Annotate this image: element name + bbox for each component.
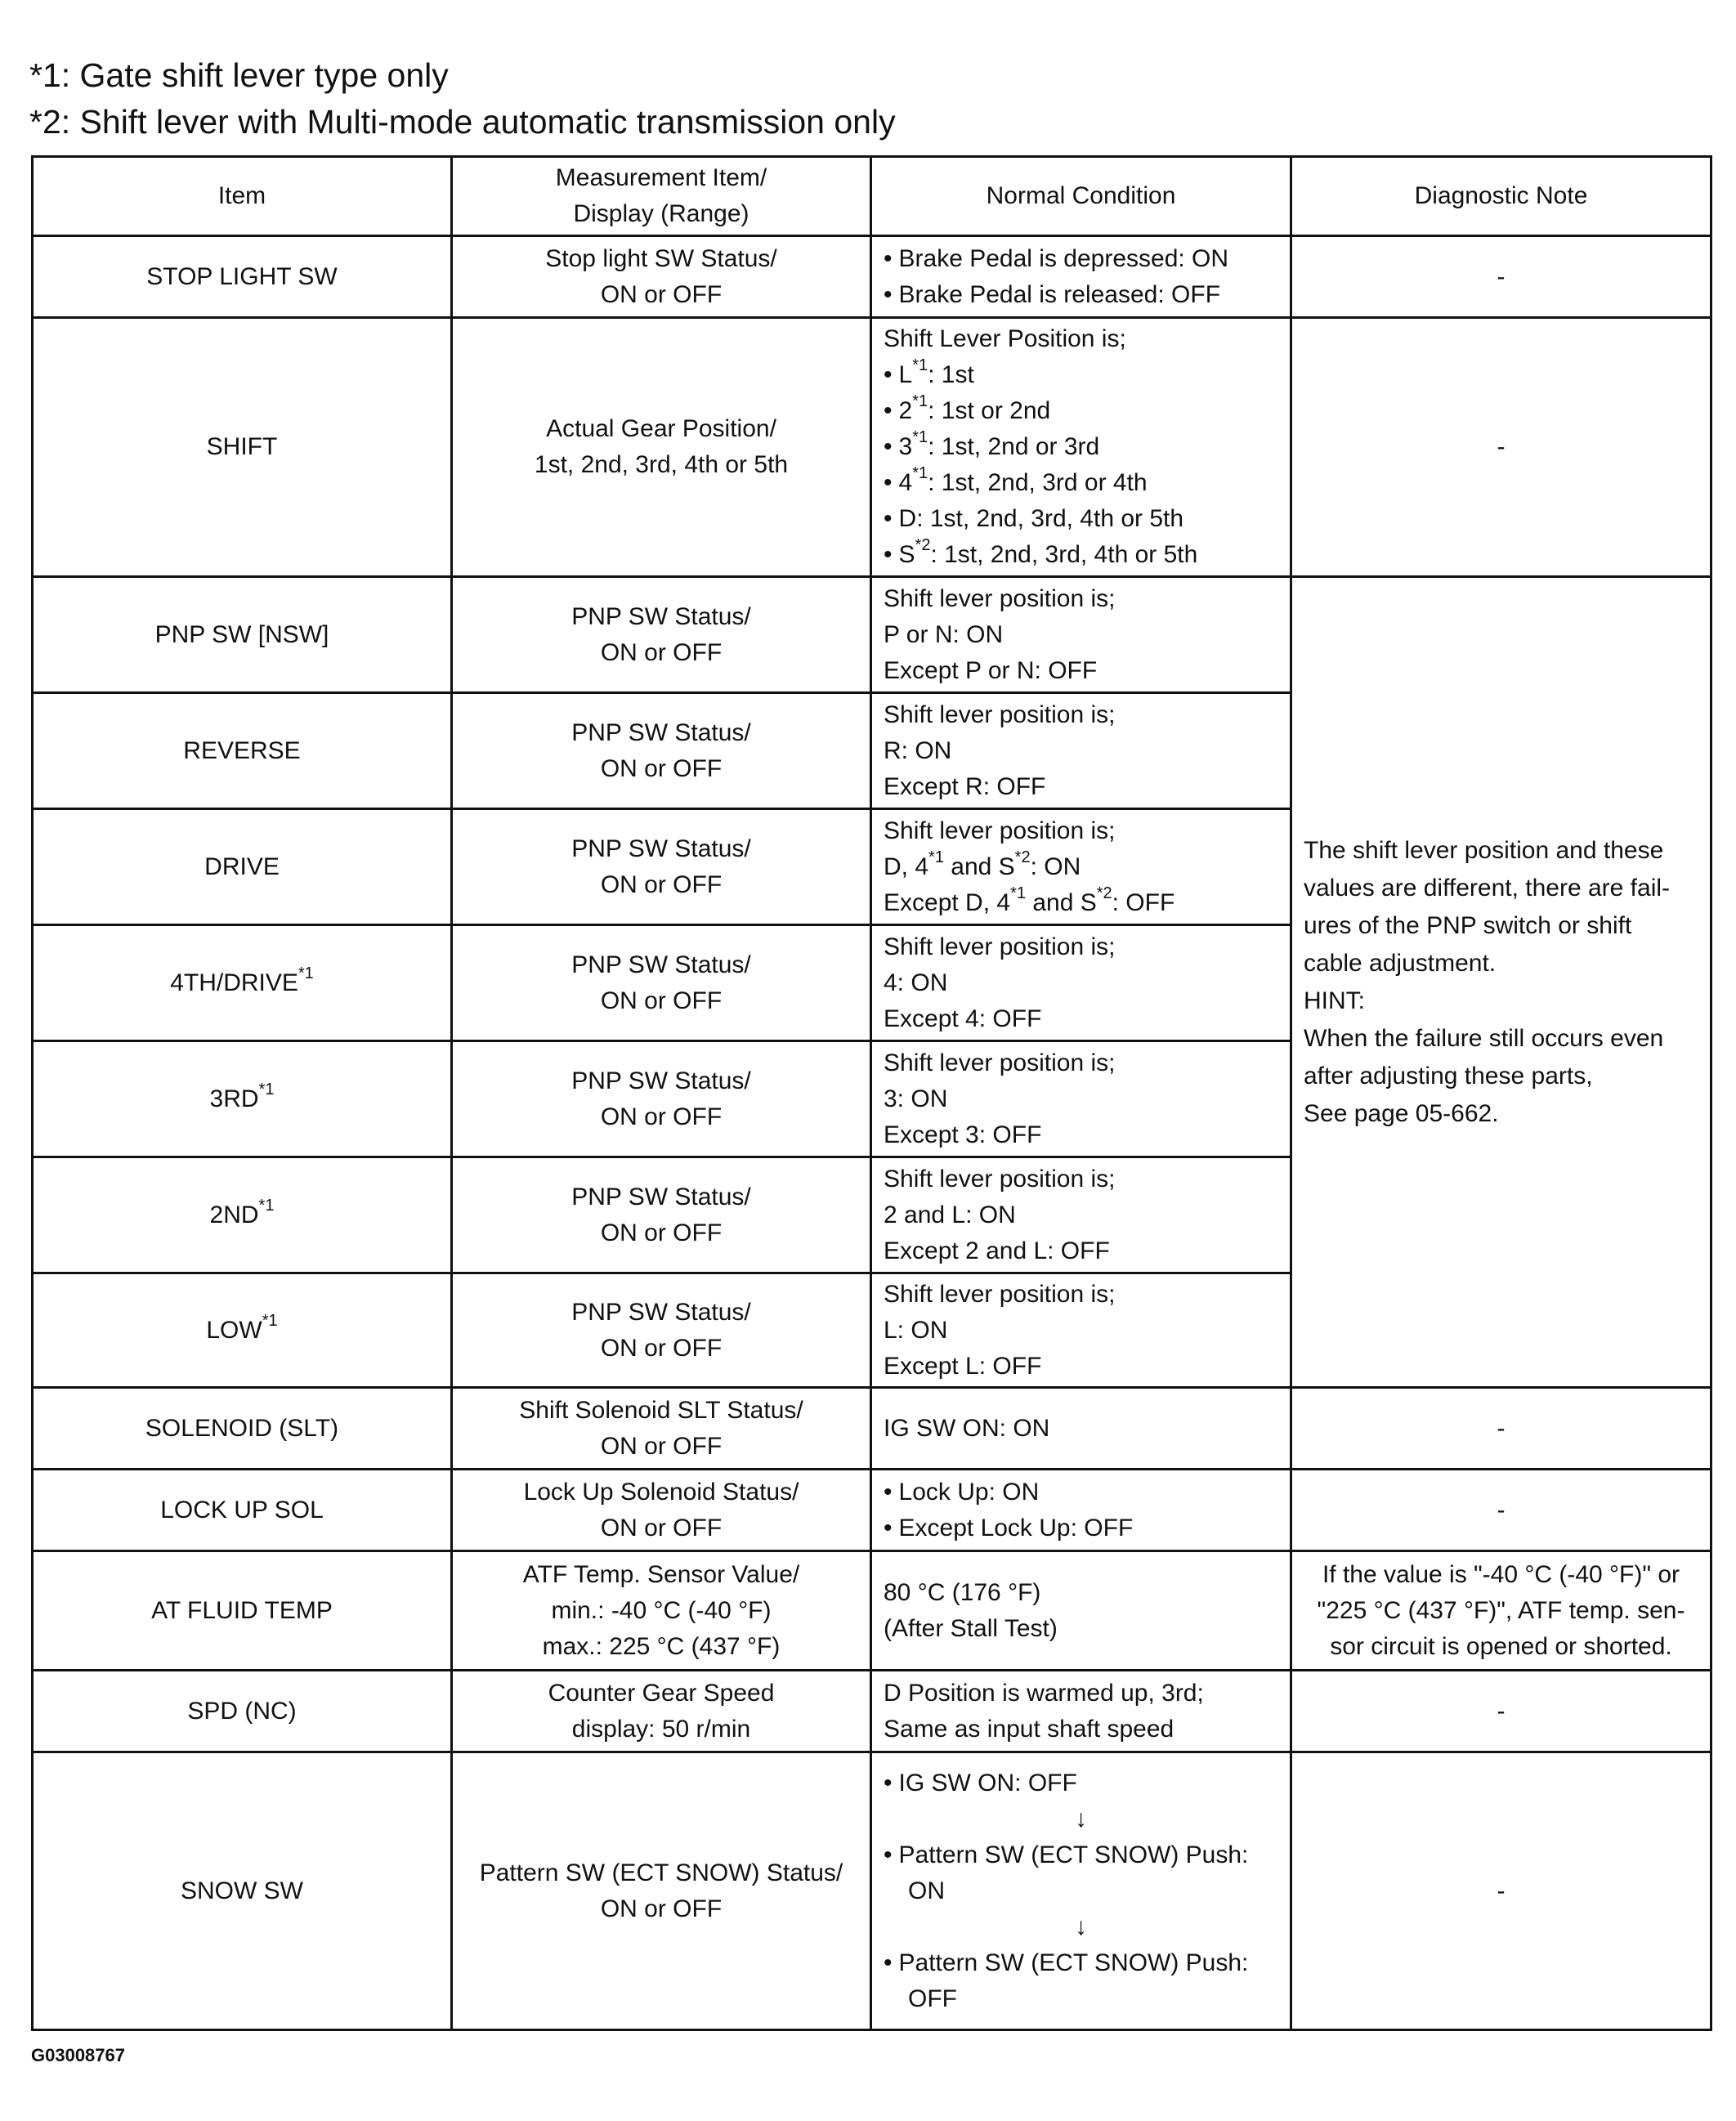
position-label: 4 bbox=[898, 469, 913, 496]
figure-code: G03008767 bbox=[31, 2045, 125, 2065]
normal-line: Shift lever position is; bbox=[884, 1165, 1116, 1193]
item-cell bbox=[33, 925, 452, 1041]
normal-cell bbox=[871, 236, 1291, 318]
measure-line: ON or OFF bbox=[600, 754, 723, 782]
normal-line: OFF bbox=[908, 1985, 957, 2012]
normal-cell bbox=[871, 1041, 1291, 1157]
measure-line: PNP SW Status/ bbox=[571, 1298, 751, 1326]
diag-line: The shift lever position and these bbox=[1304, 836, 1664, 864]
normal-line: • Lock Up: ON bbox=[884, 1474, 1278, 1510]
table-row bbox=[33, 1388, 1711, 1470]
normal-line: D Position is warmed up, 3rd; bbox=[884, 1679, 1204, 1707]
measure-cell bbox=[452, 1752, 871, 2030]
normal-line bbox=[884, 501, 1278, 537]
gear-range: : 1st, 2nd or 3rd bbox=[928, 433, 1100, 460]
measure-line: ON or OFF bbox=[600, 1895, 723, 1922]
measure-line: Stop light SW Status/ bbox=[545, 244, 777, 272]
normal-cell bbox=[871, 1551, 1291, 1671]
footnote-ref: *1 bbox=[298, 964, 314, 982]
normal-cell bbox=[871, 925, 1291, 1041]
data-list-table bbox=[31, 155, 1712, 2031]
normal-line: Same as input shaft speed bbox=[884, 1715, 1174, 1743]
item-cell: SOLENOID (SLT) bbox=[33, 1388, 452, 1470]
measure-cell bbox=[452, 1157, 871, 1273]
normal-cell bbox=[871, 318, 1291, 577]
item-cell: SHIFT bbox=[33, 318, 452, 577]
normal-line bbox=[884, 429, 1278, 465]
measure-line: ON or OFF bbox=[600, 638, 723, 666]
measure-line: PNP SW Status/ bbox=[571, 602, 751, 630]
header-measurement bbox=[452, 157, 871, 236]
position-label: D bbox=[898, 505, 917, 532]
item-cell bbox=[33, 1157, 452, 1273]
position-label: 3 bbox=[898, 433, 913, 460]
measure-line: ATF Temp. Sensor Value/ bbox=[522, 1560, 800, 1588]
measure-cell bbox=[452, 1551, 871, 1671]
header-measurement-line2: Display (Range) bbox=[573, 200, 749, 227]
normal-line: L: ON bbox=[884, 1316, 948, 1344]
measure-line: Shift Solenoid SLT Status/ bbox=[519, 1396, 803, 1424]
normal-line: Except P or N: OFF bbox=[884, 656, 1098, 684]
diag-cell: - bbox=[1291, 318, 1711, 577]
diag-line: If the value is "-40 °C (-40 °F)" or bbox=[1322, 1560, 1680, 1588]
item-cell: REVERSE bbox=[33, 693, 452, 809]
measure-line: PNP SW Status/ bbox=[571, 835, 751, 862]
measure-cell bbox=[452, 318, 871, 577]
text-part: : OFF bbox=[1112, 888, 1175, 916]
measure-cell bbox=[452, 1273, 871, 1388]
normal-cell bbox=[871, 1388, 1291, 1470]
diag-cell: - bbox=[1291, 236, 1711, 318]
measure-line: 1st, 2nd, 3rd, 4th or 5th bbox=[534, 451, 789, 478]
footnote-1: *1: Gate shift lever type only bbox=[29, 56, 449, 94]
normal-line: Shift lever position is; bbox=[884, 700, 1116, 728]
header-measurement-line1: Measurement Item/ bbox=[555, 164, 767, 191]
table-header-row bbox=[33, 157, 1711, 236]
normal-line: Shift Lever Position is; bbox=[884, 325, 1126, 352]
normal-line: • Brake Pedal is depressed: ON bbox=[884, 241, 1278, 277]
item-cell: AT FLUID TEMP bbox=[33, 1551, 452, 1671]
normal-line: Shift lever position is; bbox=[884, 933, 1116, 960]
measure-cell bbox=[452, 1388, 871, 1470]
measure-line: Actual Gear Position/ bbox=[546, 415, 776, 442]
gear-range: : 1st bbox=[928, 361, 974, 388]
item-label: 3RD bbox=[209, 1085, 259, 1112]
table-row bbox=[33, 1671, 1711, 1752]
header-item: Item bbox=[33, 157, 452, 236]
footnote-ref: *2 bbox=[1014, 848, 1031, 866]
item-cell: STOP LIGHT SW bbox=[33, 236, 452, 318]
measure-line: PNP SW Status/ bbox=[571, 1183, 751, 1210]
text-part: and S bbox=[943, 852, 1015, 880]
measure-line: ON or OFF bbox=[600, 280, 723, 308]
normal-cell bbox=[871, 1470, 1291, 1551]
normal-line: • Pattern SW (ECT SNOW) Push: bbox=[884, 1945, 1278, 1981]
normal-line: IG SW ON: ON bbox=[884, 1414, 1050, 1442]
measure-line: Lock Up Solenoid Status/ bbox=[523, 1478, 799, 1506]
normal-line: • Brake Pedal is released: OFF bbox=[884, 277, 1278, 313]
normal-line: Shift lever position is; bbox=[884, 584, 1116, 612]
measure-line: ON or OFF bbox=[600, 1432, 723, 1460]
measure-line: ON or OFF bbox=[600, 1219, 723, 1246]
measure-line: ON or OFF bbox=[600, 987, 723, 1014]
footnote-ref: *2 bbox=[915, 536, 931, 554]
diag-line: HINT: bbox=[1304, 987, 1365, 1014]
normal-cell bbox=[871, 1157, 1291, 1273]
measure-line: PNP SW Status/ bbox=[571, 718, 751, 746]
normal-line bbox=[884, 357, 1278, 393]
diag-line: sor circuit is opened or shorted. bbox=[1330, 1632, 1672, 1660]
measure-line: PNP SW Status/ bbox=[571, 1067, 751, 1094]
normal-line: (After Stall Test) bbox=[884, 1614, 1058, 1642]
gear-range: : 1st or 2nd bbox=[928, 397, 1051, 424]
gear-range: : 1st, 2nd, 3rd, 4th or 5th bbox=[930, 541, 1198, 568]
measure-cell bbox=[452, 1041, 871, 1157]
normal-line: Except 4: OFF bbox=[884, 1005, 1042, 1032]
footnote-ref: *1 bbox=[912, 392, 928, 410]
normal-line: 4: ON bbox=[884, 969, 948, 996]
normal-line: Shift lever position is; bbox=[884, 1049, 1116, 1076]
normal-cell bbox=[871, 1273, 1291, 1388]
measure-line: display: 50 r/min bbox=[571, 1715, 751, 1743]
measure-cell bbox=[452, 236, 871, 318]
item-cell bbox=[33, 1041, 452, 1157]
footnote-ref: *1 bbox=[258, 1196, 275, 1215]
measure-line: ON or OFF bbox=[600, 1103, 723, 1130]
diag-line: ures of the PNP switch or shift bbox=[1304, 911, 1632, 939]
item-label: 4TH/DRIVE bbox=[170, 969, 298, 996]
diag-line: When the failure still occurs even bbox=[1304, 1024, 1664, 1052]
table-row bbox=[33, 1470, 1711, 1551]
measure-cell bbox=[452, 1470, 871, 1551]
normal-line: Except R: OFF bbox=[884, 772, 1046, 800]
down-arrow-icon: ↓ bbox=[1075, 1913, 1087, 1940]
measure-cell bbox=[452, 693, 871, 809]
down-arrow-icon: ↓ bbox=[1075, 1805, 1087, 1832]
normal-line: R: ON bbox=[884, 736, 952, 764]
normal-line: Except 2 and L: OFF bbox=[884, 1237, 1110, 1264]
normal-line: • Pattern SW (ECT SNOW) Push: bbox=[884, 1837, 1278, 1873]
table-row bbox=[33, 318, 1711, 577]
item-cell: PNP SW [NSW] bbox=[33, 577, 452, 693]
measure-line: Pattern SW (ECT SNOW) Status/ bbox=[479, 1859, 843, 1886]
normal-line: ON bbox=[908, 1877, 945, 1904]
table-row bbox=[33, 236, 1711, 318]
text-part: Except D, 4 bbox=[884, 888, 1011, 916]
footnote-2: *2: Shift lever with Multi-mode automatic transmission only bbox=[29, 103, 896, 141]
pnp-group-diag-cell bbox=[1291, 577, 1711, 1388]
footnote-ref: *1 bbox=[928, 848, 944, 866]
footnote-ref: *1 bbox=[912, 428, 928, 446]
table-row bbox=[33, 1551, 1711, 1671]
item-label: LOW bbox=[206, 1316, 262, 1344]
measure-line: ON or OFF bbox=[600, 1334, 723, 1362]
header-diagnostic: Diagnostic Note bbox=[1291, 157, 1711, 236]
normal-line bbox=[884, 537, 1278, 573]
normal-cell bbox=[871, 1671, 1291, 1752]
table-row bbox=[33, 577, 1711, 693]
diag-cell: - bbox=[1291, 1752, 1711, 2030]
footnote-ref: *1 bbox=[262, 1311, 278, 1330]
text-part: : ON bbox=[1030, 852, 1081, 880]
measure-cell bbox=[452, 809, 871, 925]
normal-line bbox=[884, 849, 1278, 885]
item-cell: SPD (NC) bbox=[33, 1671, 452, 1752]
measure-line: Counter Gear Speed bbox=[548, 1679, 775, 1707]
text-part: and S bbox=[1025, 888, 1097, 916]
normal-line: • IG SW ON: OFF bbox=[884, 1765, 1278, 1801]
position-label: 2 bbox=[898, 397, 913, 424]
diag-line: after adjusting these parts, bbox=[1304, 1062, 1593, 1090]
measure-cell bbox=[452, 1671, 871, 1752]
measure-line: max.: 225 °C (437 °F) bbox=[542, 1632, 781, 1660]
diag-line: values are different, there are fail- bbox=[1304, 874, 1671, 902]
measure-line: ON or OFF bbox=[600, 1514, 723, 1542]
footnote-ref: *1 bbox=[912, 356, 928, 374]
text-part: D, 4 bbox=[884, 852, 929, 880]
measure-line: min.: -40 °C (-40 °F) bbox=[551, 1596, 772, 1624]
header-normal: Normal Condition bbox=[871, 157, 1291, 236]
normal-line bbox=[884, 393, 1278, 429]
normal-line bbox=[884, 465, 1278, 501]
measure-cell bbox=[452, 577, 871, 693]
normal-line: P or N: ON bbox=[884, 620, 1004, 648]
item-cell: SNOW SW bbox=[33, 1752, 452, 2030]
position-label: L bbox=[898, 361, 913, 388]
table-row bbox=[33, 1752, 1711, 2030]
diag-line: cable adjustment. bbox=[1304, 949, 1497, 977]
item-cell: LOCK UP SOL bbox=[33, 1470, 452, 1551]
item-cell bbox=[33, 1273, 452, 1388]
normal-cell bbox=[871, 809, 1291, 925]
footnote-ref: *1 bbox=[1010, 884, 1026, 902]
normal-line: • Except Lock Up: OFF bbox=[884, 1510, 1278, 1546]
diag-cell: - bbox=[1291, 1671, 1711, 1752]
measure-line: ON or OFF bbox=[600, 870, 723, 898]
normal-line: Except 3: OFF bbox=[884, 1121, 1042, 1148]
diag-cell bbox=[1291, 1551, 1711, 1671]
normal-line bbox=[884, 885, 1278, 921]
diag-line: See page 05-662. bbox=[1304, 1099, 1499, 1127]
normal-line: 3: ON bbox=[884, 1085, 948, 1112]
footnote-ref: *1 bbox=[912, 464, 928, 482]
measure-line: PNP SW Status/ bbox=[571, 951, 751, 978]
footnote-ref: *2 bbox=[1096, 884, 1112, 902]
normal-line: Except L: OFF bbox=[884, 1352, 1042, 1380]
normal-line: 80 °C (176 °F) bbox=[884, 1578, 1041, 1606]
normal-line: Shift lever position is; bbox=[884, 817, 1116, 844]
normal-line: Shift lever position is; bbox=[884, 1280, 1116, 1308]
item-label: 2ND bbox=[209, 1201, 259, 1228]
diag-line: "225 °C (437 °F)", ATF temp. sen- bbox=[1317, 1596, 1685, 1624]
normal-line: 2 and L: ON bbox=[884, 1201, 1016, 1228]
position-label: S bbox=[898, 541, 915, 568]
item-cell: DRIVE bbox=[33, 809, 452, 925]
diag-cell: - bbox=[1291, 1388, 1711, 1470]
normal-cell bbox=[871, 1752, 1291, 2030]
measure-cell bbox=[452, 925, 871, 1041]
normal-cell bbox=[871, 693, 1291, 809]
footnote-ref: *1 bbox=[258, 1080, 275, 1099]
diag-cell: - bbox=[1291, 1470, 1711, 1551]
gear-range: : 1st, 2nd, 3rd or 4th bbox=[928, 469, 1148, 496]
gear-range: : 1st, 2nd, 3rd, 4th or 5th bbox=[916, 505, 1184, 532]
normal-cell bbox=[871, 577, 1291, 693]
